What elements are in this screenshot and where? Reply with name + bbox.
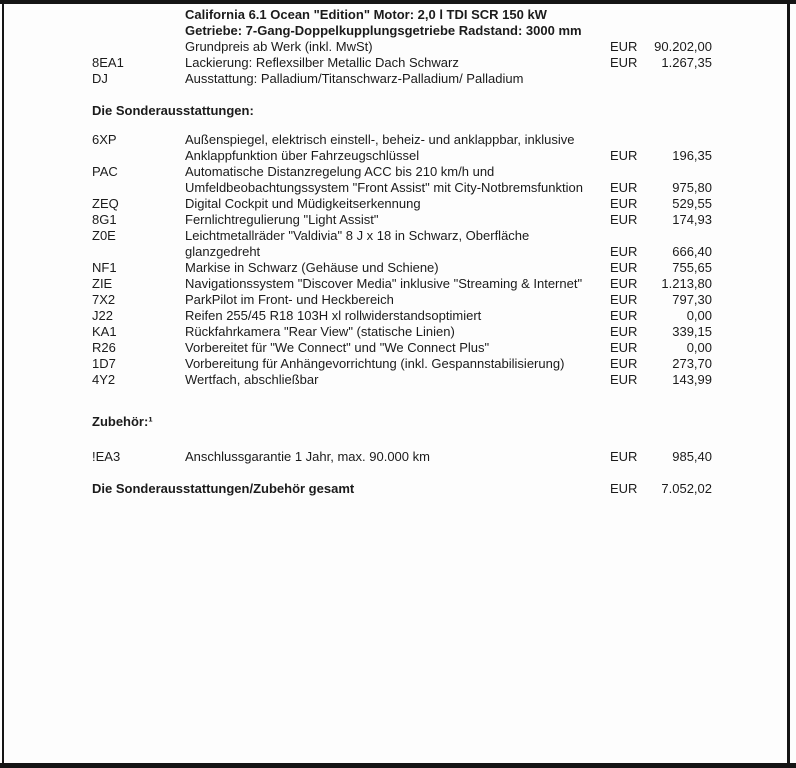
currency-label: EUR [610,39,638,54]
table-row [92,71,712,87]
item-description: Lackierung: Reflexsilber Metallic Dach Schwarz [185,55,459,70]
table-row [92,324,712,340]
item-description: Fernlichtregulierung "Light Assist" [185,212,379,227]
item-amount: 339,15 [672,324,712,339]
item-amount: 174,93 [672,212,712,227]
item-code [92,244,185,260]
item-amount: 755,65 [672,260,712,275]
item-description: Wertfach, abschließbar [185,372,319,387]
item-code [92,23,185,39]
currency-label: EUR [610,324,638,339]
currency-label: EUR [610,180,638,195]
item-amount [650,132,712,148]
currency-label: EUR [610,276,638,291]
item-amount: 985,40 [672,449,712,464]
table-row [92,164,712,180]
table-row [92,212,712,228]
item-code: 8G1 [92,212,117,227]
item-code: 1D7 [92,356,116,371]
item-code: 7X2 [92,292,116,307]
item-amount: 196,35 [672,148,712,163]
currency-label: EUR [610,340,638,355]
table-row [92,292,712,308]
table-row [92,228,712,244]
table-row [92,180,712,196]
item-amount [650,228,712,244]
scan-edge-right [787,0,790,768]
item-description: Vorbereitung für Anhängevorrichtung (inkl. Gespannstabilisierung) [185,356,565,371]
item-description: Anklappfunktion über Fahrzeugschlüssel [185,148,420,163]
currency-label: EUR [610,196,638,211]
item-description: Ausstattung: Palladium/Titanschwarz-Palladium/ Palladium [185,71,524,86]
item-code [92,148,185,164]
vehicle-title-line2: Getriebe: 7-Gang-Doppelkupplungsgetriebe Radstand: 3000 mm [185,23,582,38]
currency-label: EUR [610,244,638,259]
currency-label: EUR [610,148,638,163]
item-amount [650,164,712,180]
item-amount: 0,00 [686,308,712,323]
base-price-label: Grundpreis ab Werk (inkl. MwSt) [185,39,373,54]
currency-label [610,132,650,148]
currency-label: EUR [610,449,638,464]
item-description: Vorbereitet für "We Connect" und "We Connect Plus" [185,340,490,355]
table-row [92,308,712,324]
item-description: Leichtmetallräder "Valdivia" 8 J x 18 in Schwarz, Oberfläche [185,228,530,243]
item-code: 4Y2 [92,372,116,387]
currency-label: EUR [610,372,638,387]
item-description: Anschlussgarantie 1 Jahr, max. 90.000 km [185,449,430,464]
table-row [92,372,712,388]
item-code: 8EA1 [92,55,124,70]
item-description: Automatische Distanzregelung ACC bis 210 km/h und [185,164,495,179]
accessories-section-heading: Zubehör:¹ [92,414,153,429]
table-row [92,244,712,260]
item-code: DJ [92,71,108,86]
options-section-heading: Die Sonderausstattungen: [92,103,254,118]
currency-label: EUR [610,481,638,496]
item-amount: 0,00 [686,340,712,355]
item-code: R26 [92,340,116,355]
total-label: Die Sonderausstattungen/Zubehör gesamt [92,481,355,496]
section-heading-row [92,103,712,119]
base-price-amount: 90.202,00 [654,39,712,54]
table-row [92,356,712,372]
currency-label: EUR [610,356,638,371]
table-row [92,449,712,465]
item-description: Markise in Schwarz (Gehäuse und Schiene) [185,260,439,275]
item-description: glanzgedreht [185,244,261,259]
table-row [92,148,712,164]
currency-label [610,228,650,244]
item-amount: 975,80 [672,180,712,195]
table-row [92,196,712,212]
item-code: PAC [92,164,118,179]
total-row [92,481,712,497]
item-description: ParkPilot im Front- und Heckbereich [185,292,394,307]
item-code [92,39,185,55]
table-row [92,340,712,356]
item-code: 6XP [92,132,117,147]
item-code: !EA3 [92,449,121,464]
item-code [92,180,185,196]
currency-label: EUR [610,292,638,307]
item-description: Navigationssystem "Discover Media" inklusive "Streaming & Internet" [185,276,583,291]
item-code: J22 [92,308,113,323]
total-amount: 7.052,02 [661,481,712,496]
item-code [92,7,185,23]
currency-label: EUR [610,260,638,275]
item-description: Außenspiegel, elektrisch einstell-, beheiz- und anklappbar, inklusive [185,132,575,147]
item-amount: 797,30 [672,292,712,307]
item-amount: 666,40 [672,244,712,259]
table-row [92,276,712,292]
currency-label: EUR [610,55,638,70]
currency-label [610,71,650,87]
currency-label: EUR [610,212,638,227]
table-row [92,132,712,148]
item-description: Rückfahrkamera "Rear View" (statische Linien) [185,324,455,339]
vehicle-title-line1: California 6.1 Ocean "Edition" Motor: 2,0 l TDI SCR 150 kW [185,7,547,22]
section-heading-row [92,414,712,430]
item-code: KA1 [92,324,117,339]
item-description: Reifen 255/45 R18 103H xl rollwiderstandsoptimiert [185,308,482,323]
currency-label: EUR [610,308,638,323]
item-amount: 1.267,35 [661,55,712,70]
currency-label [610,164,650,180]
item-code: ZEQ [92,196,119,211]
table-row [92,260,712,276]
scan-edge-bottom [0,763,796,768]
item-code: Z0E [92,228,116,243]
item-amount: 143,99 [672,372,712,387]
vehicle-title-row [92,7,712,23]
item-amount: 273,70 [672,356,712,371]
base-price-row [92,39,712,55]
item-amount: 529,55 [672,196,712,211]
item-amount: 1.213,80 [661,276,712,291]
item-description: Digital Cockpit und Müdigkeitserkennung [185,196,421,211]
vehicle-title-row [92,23,712,39]
item-amount [650,71,712,87]
item-description: Umfeldbeobachtungssystem "Front Assist" mit City-Notbremsfunktion [185,180,583,195]
price-list [0,4,712,497]
item-code: NF1 [92,260,117,275]
item-code: ZIE [92,276,113,291]
table-row [92,55,712,71]
